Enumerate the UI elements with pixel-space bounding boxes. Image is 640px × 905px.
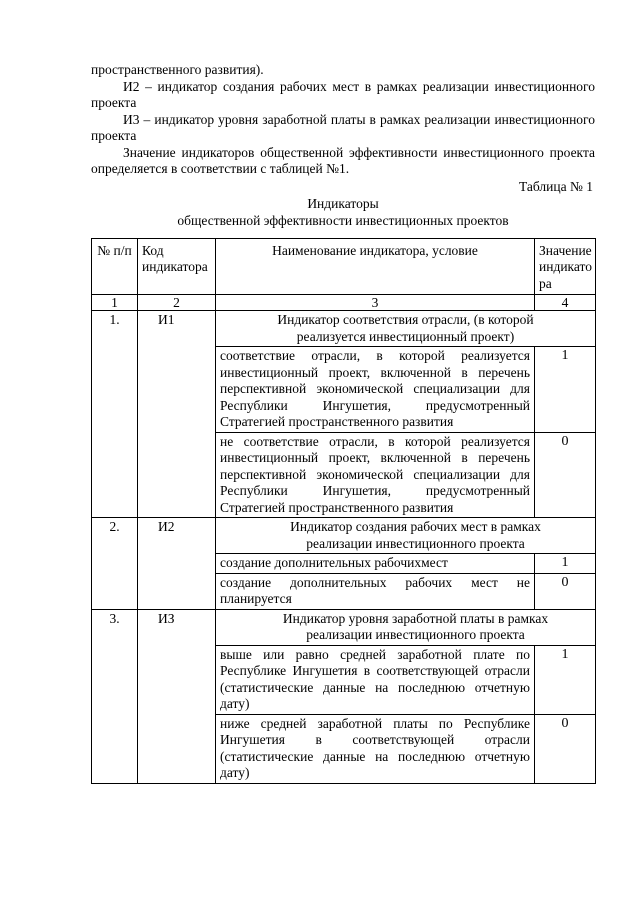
condition-text: выше или равно средней заработной плате по Республике Ингушетия в соответствующей отрасли (статистические данные на последнюю отчетную дату) xyxy=(216,645,535,714)
document-page xyxy=(91,62,595,784)
condition-text: ниже средней заработной платы по Республике Ингушетия в соответствующей отрасли (статистические данные на последнюю отчетную дату) xyxy=(216,714,535,783)
table-title: Индикаторы xyxy=(307,195,379,211)
condition-text: соответствие отрасли, в которой реализуется инвестиционный проект, включенной в перечень перспективной экономической специализации для Республики Ингушетия, предусмотренный Стратегией пространственного развития xyxy=(216,347,535,433)
column-number: 4 xyxy=(535,295,596,311)
header-value: Значение индикато ра xyxy=(535,238,596,295)
condition-value: 0 xyxy=(535,432,596,518)
paragraph-continuation: пространственного развития). xyxy=(91,62,264,77)
condition-text: не соответствие отрасли, в которой реализуется инвестиционный проект, включенной в перечень перспективной экономической специализации для Республики Ингушетия, предусмотренный Стратегией пространственного развития xyxy=(216,432,535,518)
condition-value: 1 xyxy=(535,645,596,714)
column-number: 2 xyxy=(138,295,216,311)
paragraph-values: Значение индикаторов общественной эффективности инвестиционного проекта определяется в соответствии с таблицей №1. xyxy=(91,144,595,176)
header-code: Код индикатора xyxy=(138,238,216,295)
table-row xyxy=(92,311,596,347)
table-label: Таблица № 1 xyxy=(519,178,593,194)
condition-value: 0 xyxy=(535,714,596,783)
paragraph-i3: И3 – индикатор уровня заработной платы в рамках реализации инвестиционного проекта xyxy=(91,111,595,143)
row-number: 1. xyxy=(92,311,138,518)
condition-value: 0 xyxy=(535,573,596,609)
indicator-title: Индикатор уровня заработной платы в рамках реализации инвестиционного проекта xyxy=(216,609,596,645)
header-name: Наименование индикатора, условие xyxy=(216,238,535,295)
table-header-row xyxy=(92,238,596,295)
row-number: 2. xyxy=(92,518,138,610)
condition-value: 1 xyxy=(535,554,596,574)
table-subtitle: общественной эффективности инвестиционных проектов xyxy=(177,212,509,228)
condition-value: 1 xyxy=(535,347,596,433)
paragraph-i2: И2 – индикатор создания рабочих мест в рамках реализации инвестиционного проекта xyxy=(91,78,595,110)
indicator-title: Индикатор соответствия отрасли, (в которой реализуется инвестиционный проект) xyxy=(216,311,596,347)
indicator-title: Индикатор создания рабочих мест в рамках реализации инвестиционного проекта xyxy=(216,518,596,554)
condition-text: создание дополнительных рабочихмест xyxy=(216,554,535,574)
column-numbers-row xyxy=(92,295,596,311)
condition-text: создание дополнительных рабочих мест не планируется xyxy=(216,573,535,609)
indicator-code: И2 xyxy=(138,518,216,610)
table-row xyxy=(92,518,596,554)
column-number: 3 xyxy=(216,295,535,311)
table-row xyxy=(92,609,596,645)
row-number: 3. xyxy=(92,609,138,783)
indicator-code: И1 xyxy=(138,311,216,518)
indicator-code: ИЗ xyxy=(138,609,216,783)
column-number: 1 xyxy=(92,295,138,311)
header-number: № п/п xyxy=(92,238,138,295)
indicators-table xyxy=(91,238,596,784)
